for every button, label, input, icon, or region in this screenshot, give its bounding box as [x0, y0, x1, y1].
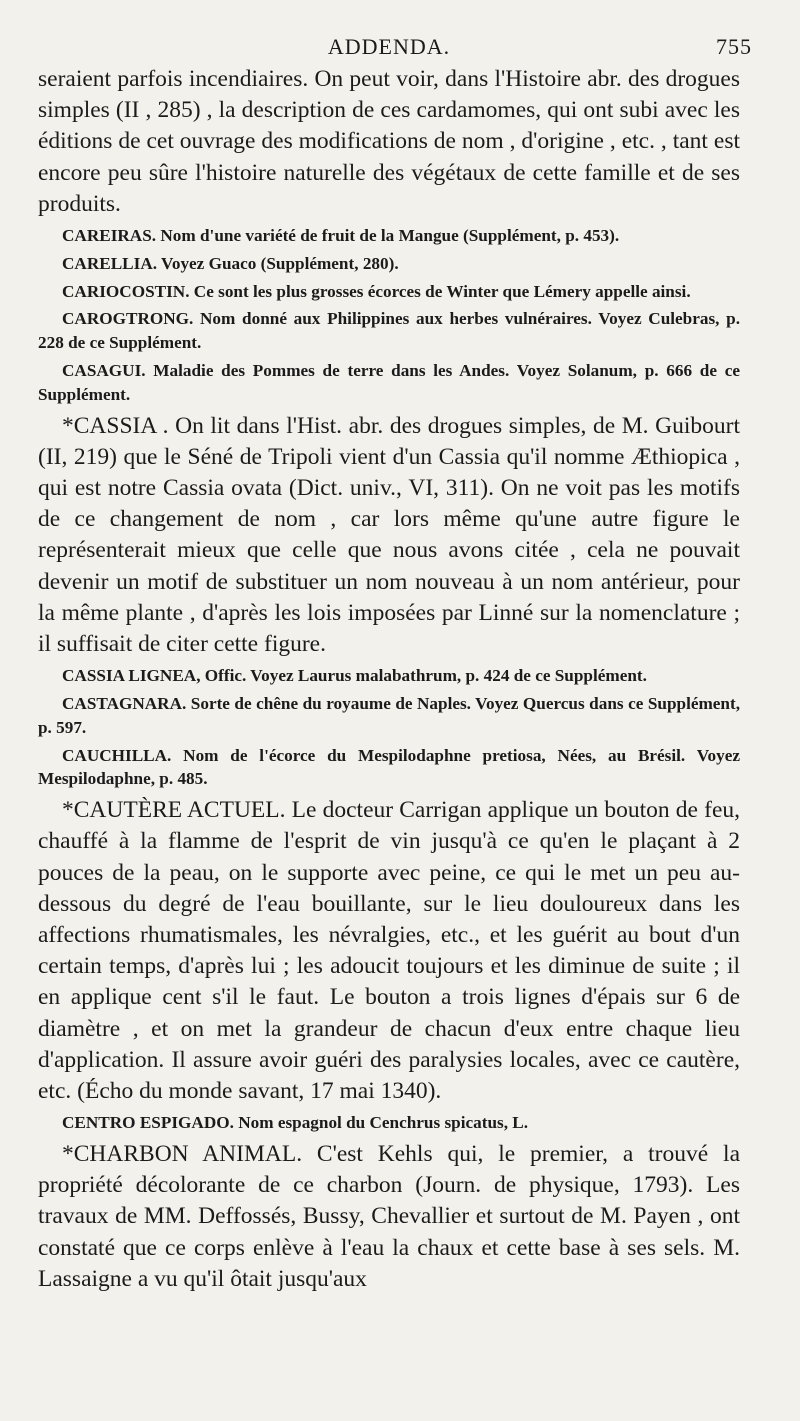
body-text — [38, 64, 740, 1295]
page-number: 755 — [716, 34, 752, 59]
entry-carellia: CARELLIA. Voyez Guaco (Supplément, 280). — [62, 253, 399, 273]
paragraph-cardamomes: seraient parfois incendiaires. On peut voir, dans l'Histoire abr. des drogues simples (II , 285) , la description de ces cardamomes, qui ont subi avec les éditions de cet ouvrage des modifications de nom , d'origine , etc. , tant est encore peu sûre l'histoire naturelle des végétaux de cette famille et de ses produits. — [38, 66, 740, 217]
entry-cautere-actuel: *CAUTÈRE ACTUEL. Le docteur Carrigan applique un bouton de feu, chauffé à la flamme de l'esprit de vin jusqu'à ce qu'en le plaçant à 2 pouces de la peau, on le supporte avec peine, ce qui le met un peu au-dessous du degré de l'eau bouillante, sur le lieu douloureux dans les affections rhumatismales, les névralgies, etc., et les guérit au bout d'un certain temps, d'après lui ; les adoucit toujours et les diminue de suite ; il en applique cent s'il le faut. Le bouton a trois lignes d'épais sur 6 de diamètre , et on met la grandeur de chacun d'eux entre chaque lieu d'application. Il assure avoir guéri des paralysies locales, avec ce cautère, etc. (Écho du monde savant, 17 mai 1340). — [38, 797, 740, 1105]
running-header — [38, 30, 752, 64]
entry-carogtrong: CAROGTRONG. Nom donné aux Philippines aux herbes vulnéraires. Voyez Culebras, p. 228 de ce Supplément. — [38, 309, 740, 353]
entry-centro-espigado: CENTRO ESPIGADO. Nom espagnol du Cenchrus spicatus, L. — [62, 1113, 529, 1133]
entry-castagnara: CASTAGNARA. Sorte de chêne du royaume de Naples. Voyez Quercus dans ce Supplément, p. 597. — [38, 694, 740, 737]
entry-cassia-lignea: CASSIA LIGNEA, Offic. Voyez Laurus malabathrum, p. 424 de ce Supplément. — [62, 666, 647, 686]
entry-careiras: CAREIRAS. Nom d'une variété de fruit de la Mangue (Supplément, p. 453). — [62, 226, 620, 246]
entry-cassia: *CASSIA . On lit dans l'Hist. abr. des drogues simples, de M. Guibourt (II, 219) que le Séné de Tripoli vient d'un Cassia qu'il nomme Æthiopica , qui est notre Cassia ovata (Dict. univ., VI, 311). On ne voit pas les motifs de ce changement de nom , car lors même qu'une autre figure le représenterait mieux que celle que nous avons citée , cela ne pouvait devenir un motif de substituer un nom nouveau à un nom antérieur, pour la même plante , d'après les lois imposées par Linné sur la nomenclature ; il suffisait de citer cette figure. — [38, 412, 740, 658]
entry-charbon-animal: *CHARBON ANIMAL. C'est Kehls qui, le premier, a trouvé la propriété décolorante de ce charbon (Journ. de physique, 1793). Les travaux de MM. Deffossés, Bussy, Chevallier et surtout de M. Payen , ont constaté que ce corps enlève à l'eau la chaux et cette base à ses sels. M. Lassaigne a vu qu'il ôtait jusqu'aux — [38, 1141, 740, 1292]
running-title: ADDENDA. — [327, 34, 451, 59]
entry-cauchilla: CAUCHILLA. Nom de l'écorce du Mespilodaphne pretiosa, Nées, au Brésil. Voyez Mespilodaphne, p. 485. — [38, 745, 740, 789]
entry-casagui: CASAGUI. Maladie des Pommes de terre dans les Andes. Voyez Solanum, p. 666 de ce Supplément. — [38, 361, 740, 404]
entry-cariocostin: CARIOCOSTIN. Ce sont les plus grosses écorces de Winter que Lémery appelle ainsi. — [62, 281, 691, 301]
